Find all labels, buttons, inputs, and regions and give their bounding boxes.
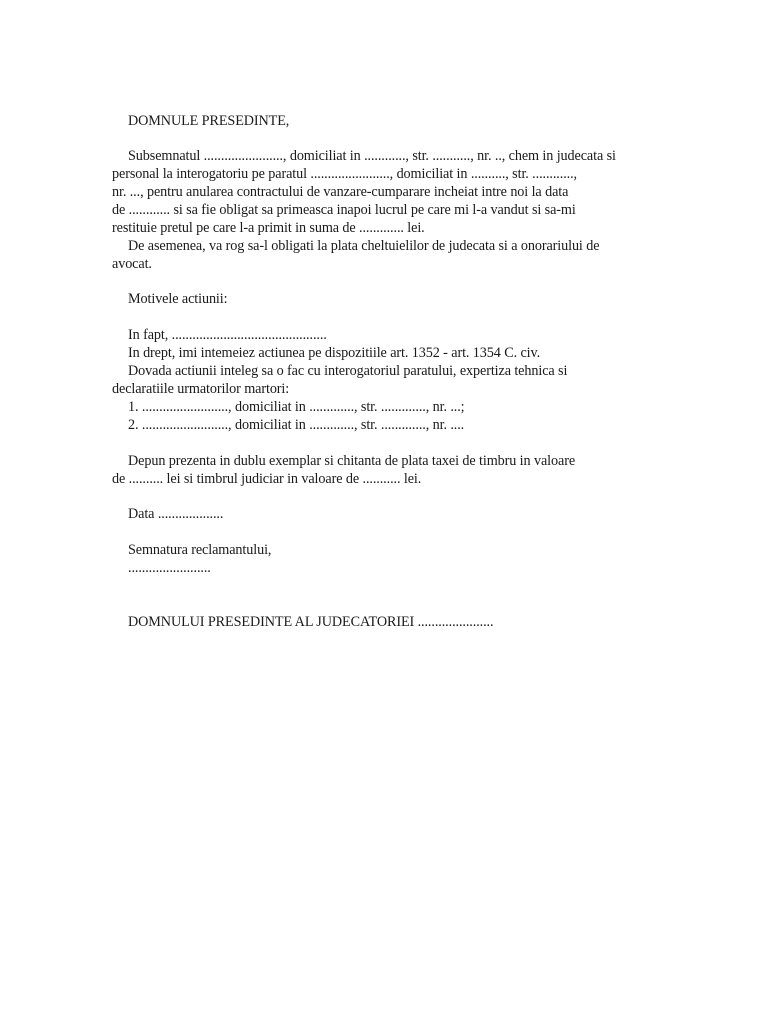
heading: DOMNULE PRESEDINTE, (128, 113, 290, 129)
witness-2: 2. ........................., domiciliat in ............., str. ............., nr. .... (128, 417, 465, 433)
witness-1: 1. ........................., domiciliat in ............., str. ............., nr. ...; (128, 399, 465, 415)
paragraph1-line3: nr. ..., pentru anularea contractului de vanzare-cumparare incheiat intre noi la data (112, 184, 569, 200)
paragraph1-line2: personal la interogatoriu pe paratul ......................., domiciliat in .........., str. ............, (112, 166, 577, 182)
filing-line2: de .......... lei si timbrul judiciar in valoare de ........... lei. (112, 471, 422, 487)
proof-line1: Dovada actiunii inteleg sa o fac cu interogatoriul paratului, expertiza tehnica si (128, 363, 568, 379)
filing-line1: Depun prezenta in dublu exemplar si chitanta de plata taxei de timbru in valoare (128, 453, 576, 469)
motives-heading: Motivele actiunii: (128, 291, 228, 307)
signature-label: Semnatura reclamantului, (128, 542, 272, 558)
paragraph2-line1: De asemenea, va rog sa-l obligati la plata cheltuielilor de judecata si a onorariului de (128, 238, 600, 254)
signature-dots: ........................ (128, 560, 211, 576)
paragraph1-line1: Subsemnatul ......................., domiciliat in ............, str. ..........., nr. .., chem in judecata si (128, 148, 616, 164)
date-line: Data ................... (128, 506, 224, 522)
in-fact-line: In fapt, ............................................. (128, 327, 327, 343)
paragraph1-line5: restituie pretul pe care l-a primit in suma de ............. lei. (112, 220, 425, 236)
in-law-line: In drept, imi intemeiez actiunea pe dispozitiile art. 1352 - art. 1354 C. civ. (128, 345, 541, 361)
paragraph2-line2: avocat. (112, 256, 152, 272)
addressee: DOMNULUI PRESEDINTE AL JUDECATORIEI ...................... (128, 614, 494, 630)
paragraph1-line4: de ............ si sa fie obligat sa primeasca inapoi lucrul pe care mi l-a vandut si sa-mi (112, 202, 576, 218)
proof-line2: declaratiile urmatorilor martori: (112, 381, 290, 397)
